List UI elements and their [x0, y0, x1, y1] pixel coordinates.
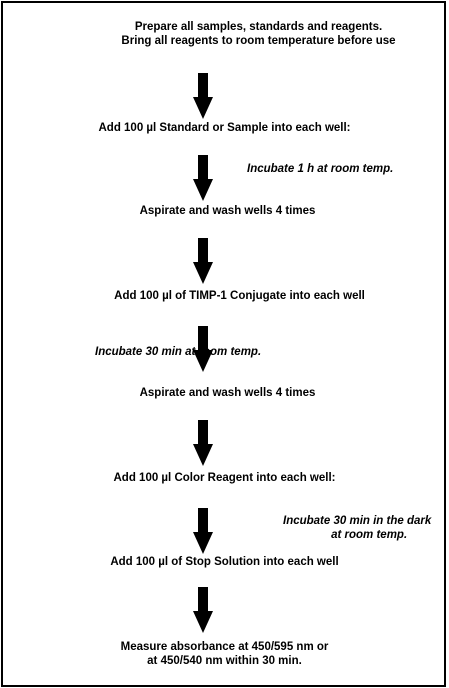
incubation-note-1 [247, 162, 393, 176]
step-add-conjugate-text: Add 100 µl of TIMP-1 Conjugate into each well [114, 290, 365, 302]
step-add-standard [3, 121, 446, 135]
step-prepare-line-2: Bring all reagents to room temperature before use [121, 35, 396, 47]
step-add-stop-solution-text: Add 100 µl of Stop Solution into each well [110, 556, 339, 568]
step-aspirate-wash-1 [3, 204, 446, 218]
flowchart-frame [1, 1, 446, 687]
arrow-down-icon [193, 238, 213, 284]
arrow-down-icon [193, 587, 213, 633]
incubation-note-3-line-1: Incubate 30 min in the dark [283, 515, 432, 527]
incubation-note-2 [95, 345, 261, 359]
arrow-down-icon [193, 155, 213, 201]
step-add-color-reagent-text: Add 100 µl Color Reagent into each well: [113, 472, 336, 484]
step-add-conjugate [3, 289, 446, 303]
step-add-stop-solution [3, 555, 446, 569]
arrow-down-icon [193, 508, 213, 554]
arrow-down-icon [193, 420, 213, 466]
step-measure-absorbance-line-2: at 450/540 nm within 30 min. [147, 655, 302, 667]
step-prepare-line-1: Prepare all samples, standards and reagents. [134, 21, 383, 33]
step-aspirate-wash-1-text: Aspirate and wash wells 4 times [139, 205, 316, 217]
step-aspirate-wash-2-text: Aspirate and wash wells 4 times [139, 387, 316, 399]
step-add-color-reagent [3, 471, 446, 485]
incubation-note-2-text: Incubate 30 min at room temp. [95, 346, 262, 358]
incubation-note-3-line-2: at room temp. [331, 529, 408, 541]
arrow-down-icon [193, 73, 213, 119]
step-measure-absorbance [3, 640, 446, 668]
incubation-note-1-text: Incubate 1 h at room temp. [247, 163, 394, 175]
step-measure-absorbance-line-1: Measure absorbance at 450/595 nm or [120, 641, 329, 653]
step-add-standard-text: Add 100 µl Standard or Sample into each well: [98, 122, 351, 134]
incubation-note-3 [283, 514, 431, 542]
step-aspirate-wash-2 [3, 386, 446, 400]
step-prepare [3, 20, 446, 48]
